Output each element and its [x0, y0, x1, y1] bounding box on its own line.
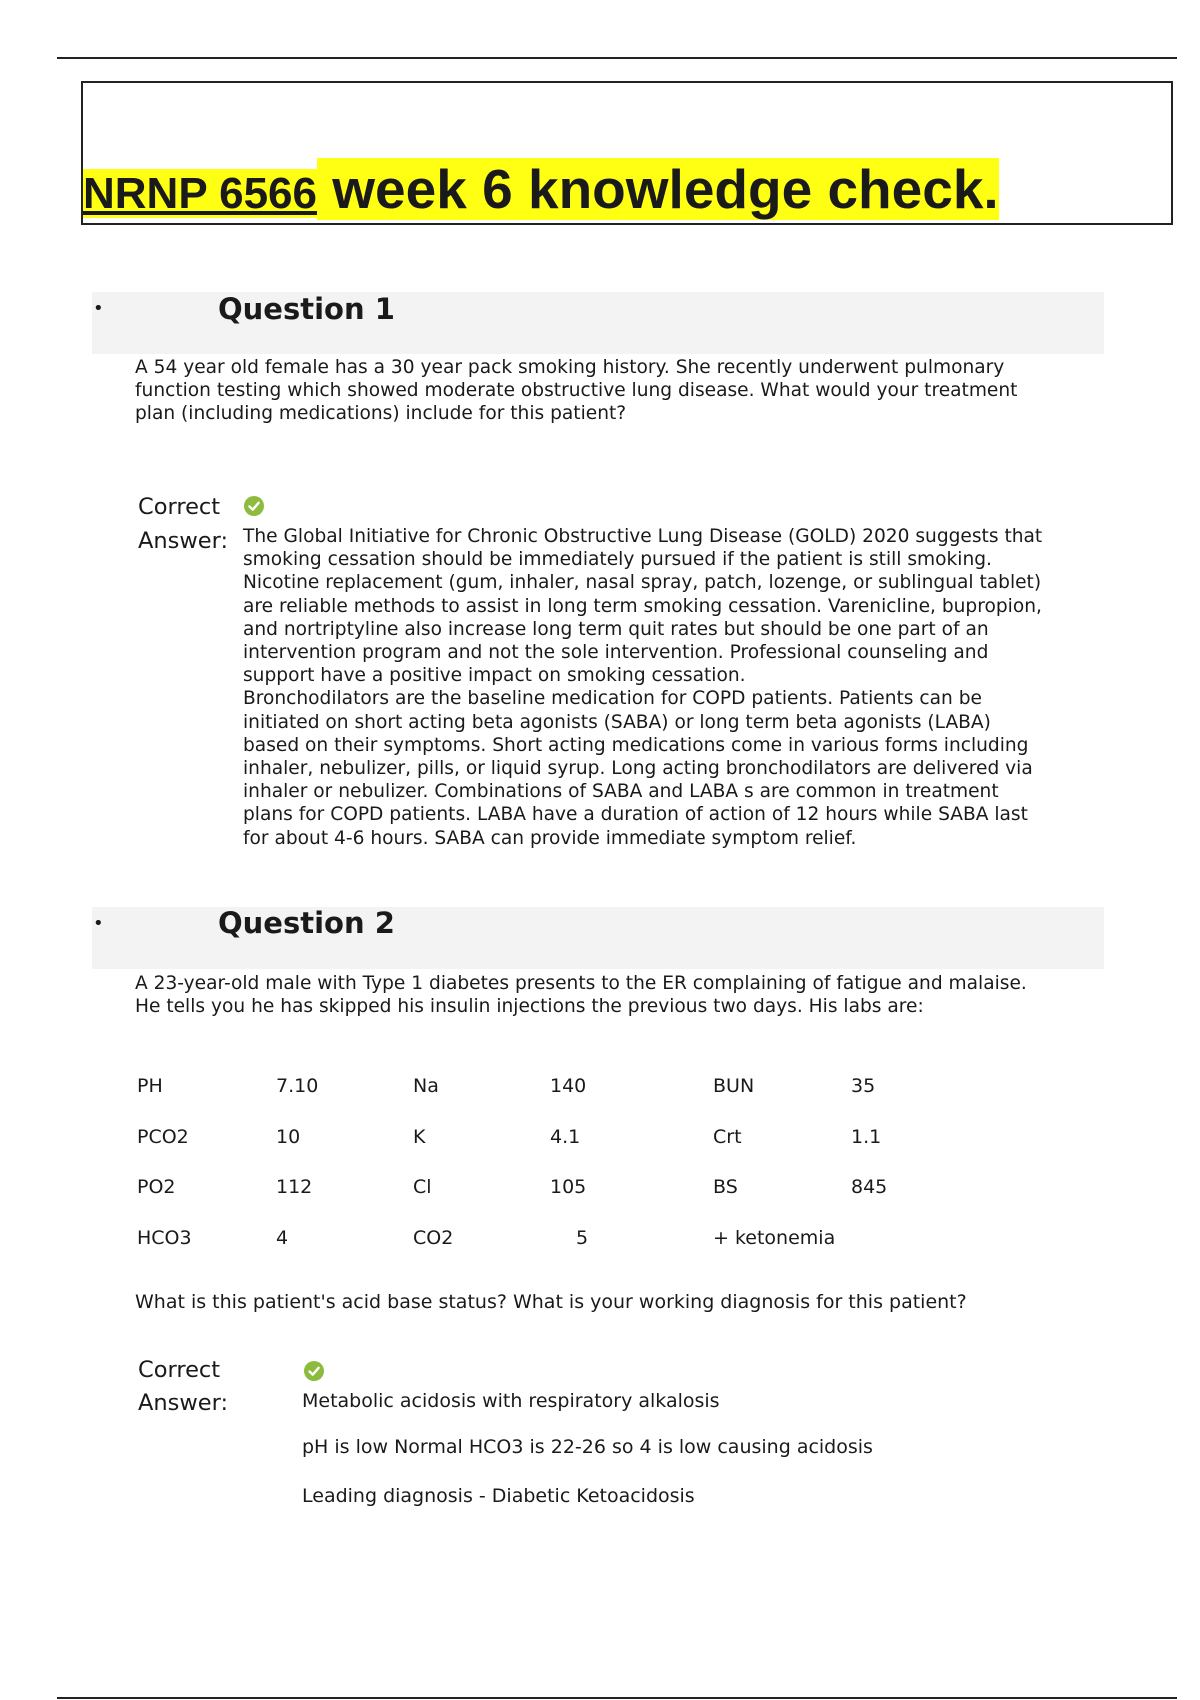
bullet: •: [93, 298, 104, 319]
question-1-text: A 54 year old female has a 30 year pack smoking history. She recently underwent pulmonary function testing which showed moderate obstructive lung disease. What would your treatment plan (including medications) include for this patient?: [135, 357, 1018, 424]
table-cell: CO2: [413, 1226, 454, 1249]
title-rest: week 6 knowledge check.: [317, 158, 999, 220]
table-cell: 4: [276, 1226, 289, 1249]
correct-label: Correct: [138, 494, 221, 520]
question-2-text: A 23-year-old male with Type 1 diabetes presents to the ER complaining of fatigue and malaise. He tells you he has skipped his insulin injections the previous two days. His labs are:: [135, 973, 1027, 1017]
table-cell: 5: [576, 1226, 589, 1249]
table-cell: PCO2: [137, 1125, 189, 1148]
table-cell: Cl: [413, 1176, 432, 1199]
answer-paragraph: The Global Initiative for Chronic Obstructive Lung Disease (GOLD) 2020 suggests that smoking cessation should be immediately pursued if the patient is still smoking. Nicotine replacement (gum, inhaler, nasal spray, patch, lozenge, or sublingual tablet) are reliable methods to assist in long term smoking cessation. Varenicline, bupropion, and nortriptyline also increase long term quit rates but should be one part of an intervention program and not the sole intervention. Professional counseling and support have a positive impact on smoking cessation.: [243, 526, 1043, 687]
correct-label: Correct: [138, 1357, 221, 1383]
table-row: [137, 1061, 951, 1112]
answer-paragraph: Bronchodilators are the baseline medication for COPD patients. Patients can be initiated on short acting beta agonists (SABA) or long term beta agonists (LABA) based on their symptoms. Short acting medications come in various forms including inhaler, nebulizer, pills, or liquid syrup. Long acting bronchodilators are delivered via inhaler or nebulizer. Combinations of SABA and LABA s are common in treatment plans for COPD patients. LABA have a duration of action of 12 hours while SABA last for about 4-6 hours. SABA can provide immediate symptom relief.: [243, 688, 1033, 849]
table-cell: HCO3: [137, 1226, 192, 1249]
labs-table: [137, 1061, 951, 1263]
check-icon: [244, 496, 264, 516]
table-cell: + ketonemia: [713, 1226, 836, 1249]
question-1-answer: [243, 525, 1043, 850]
table-cell: Na: [413, 1075, 439, 1098]
title-box: [81, 81, 1173, 225]
table-cell: K: [413, 1125, 426, 1148]
table-cell: 112: [276, 1176, 313, 1199]
table-row: [137, 1162, 951, 1213]
table-cell: PO2: [137, 1176, 176, 1199]
table-cell: 1.1: [851, 1125, 882, 1148]
bullet: •: [93, 913, 104, 934]
answer-line: pH is low Normal HCO3 is 22-26 so 4 is low causing acidosis: [302, 1436, 873, 1458]
table-cell: BUN: [713, 1075, 755, 1098]
answer-label: Answer:: [138, 1390, 229, 1416]
table-cell: PH: [137, 1075, 163, 1098]
answer-line: Metabolic acidosis with respiratory alkalosis: [302, 1390, 720, 1412]
table-cell: Crt: [713, 1125, 742, 1148]
top-rule: [57, 57, 1177, 59]
table-cell: 35: [851, 1075, 876, 1098]
bottom-rule: [57, 1697, 1177, 1699]
table-cell: 140: [550, 1075, 587, 1098]
document-title: [83, 158, 999, 220]
question-2-title: Question 2: [218, 906, 395, 940]
table-row: [137, 1112, 951, 1163]
table-cell: 10: [276, 1125, 301, 1148]
question-1-title: Question 1: [218, 292, 395, 326]
check-icon: [304, 1361, 324, 1381]
table-row: [137, 1213, 951, 1264]
course-code: NRNP 6566: [83, 169, 317, 218]
table-cell: 7.10: [276, 1075, 319, 1098]
question-2-prompt: What is this patient's acid base status? What is your working diagnosis for this patient?: [135, 1291, 967, 1313]
table-cell: 845: [851, 1176, 888, 1199]
table-cell: BS: [713, 1176, 738, 1199]
answer-label: Answer:: [138, 528, 229, 554]
table-cell: 105: [550, 1176, 587, 1199]
table-cell: 4.1: [550, 1125, 581, 1148]
answer-line: Leading diagnosis - Diabetic Ketoacidosis: [302, 1485, 695, 1507]
